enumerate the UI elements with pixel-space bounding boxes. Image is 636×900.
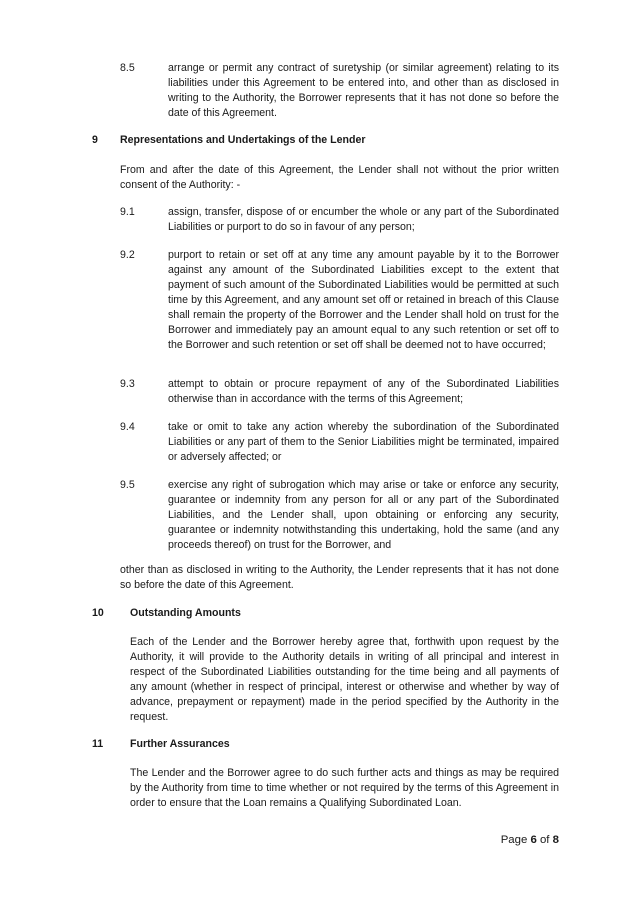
clause-number: 8.5	[120, 62, 135, 74]
page-of: of	[536, 834, 553, 846]
clause-number: 9.3	[120, 378, 135, 390]
clause-text: arrange or permit any contract of suretyship (or similar agreement) relating to its liabilities under this Agreement to be entered into, and other than as disclosed in writing to the Authority, the Borrower represents that it has not done so before the date of this Agreement.	[168, 62, 559, 119]
section-title: Further Assurances	[130, 738, 230, 750]
section-number: 11	[92, 738, 104, 750]
section-closing: other than as disclosed in writing to the Authority, the Lender represents that it has not done so before the date of this Agreement.	[120, 564, 559, 591]
clause-text: take or omit to take any action whereby the subordination of the Subordinated Liabilities or any part of them to the Senior Liabilities might be terminated, impaired or adversely affected; or	[168, 421, 559, 463]
page-total: 8	[552, 834, 559, 846]
clause-text: attempt to obtain or procure repayment of any of the Subordinated Liabilities otherwise than in accordance with the terms of this Agreement;	[168, 378, 559, 405]
clause-number: 9.4	[120, 421, 135, 433]
section-title: Representations and Undertakings of the Lender	[120, 134, 366, 146]
clause-number: 9.1	[120, 206, 135, 218]
section-text: The Lender and the Borrower agree to do such further acts and things as may be required by the Authority from time to time whether or not required by the terms of this Agreement in order to ensure that the Loan remains a Qualifying Subordinated Loan.	[130, 767, 559, 809]
clause-text: exercise any right of subrogation which may arise or take or enforce any security, guarantee or indemnity from any person for all or any part of the Subordinated Liabilities, and the Lender shall, upon obtaining or enforcing any security, guarantee or indemnity notwithstanding this undertaking, hold the same (and any proceeds thereof) on trust for the Borrower, and	[168, 479, 559, 551]
clause-number: 9.5	[120, 479, 135, 491]
clause-text: assign, transfer, dispose of or encumber the whole or any part of the Subordinated Liabilities or purport to do so in favour of any person;	[168, 206, 559, 233]
page-current: 6	[530, 834, 537, 846]
section-number: 9	[92, 134, 98, 146]
section-title: Outstanding Amounts	[130, 607, 241, 619]
clause-text: purport to retain or set off at any time any amount payable by it to the Borrower against any amount of the Subordinated Liabilities except to the extent that payment of such amount of the Subordinated Liabilities would be permitted at such time by this Agreement, and any amount set off or retained in breach of this Clause shall remain the property of the Borrower and the Lender shall hold on trust for the Borrower and immediately pay an amount equal to any such retention or set off to the Borrower and such retention or set off shall be deemed not to have occurred;	[168, 249, 559, 351]
section-intro: From and after the date of this Agreement, the Lender shall not without the prior written consent of the Authority: -	[120, 164, 559, 191]
page-number	[470, 833, 559, 848]
page-prefix: Page	[500, 834, 531, 846]
clause-number: 9.2	[120, 249, 135, 261]
section-text: Each of the Lender and the Borrower hereby agree that, forthwith upon request by the Authority, it will provide to the Authority details in writing of all principal and interest in respect of the Subordinated Liabilities outstanding for the time being and all payments of any amount (whether in respect of principal, interest or otherwise and whether by way of advance, prepayment or repayment) made in the period specified by the Authority in the request.	[130, 636, 559, 723]
section-number: 10	[92, 607, 104, 619]
